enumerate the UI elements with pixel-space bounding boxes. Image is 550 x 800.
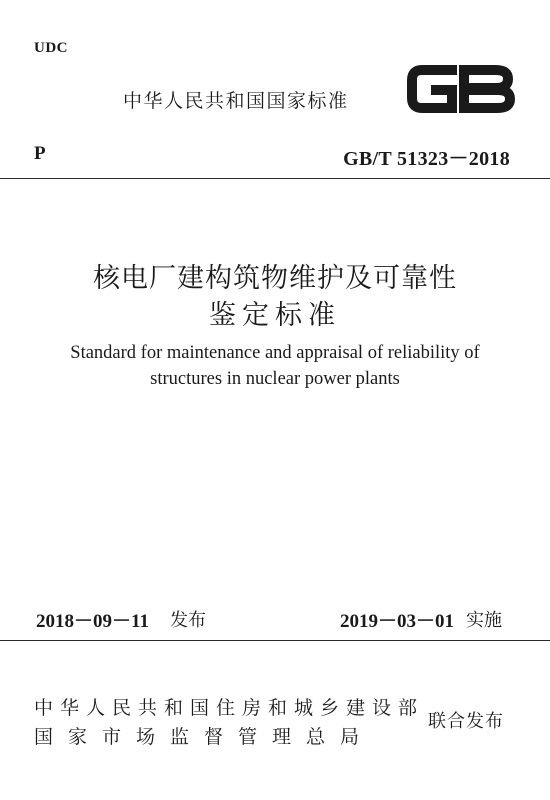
title-cn-line2: 鉴定标准: [209, 300, 341, 331]
udc-label: UDC: [34, 40, 68, 56]
title-en-line2: structures in nuclear power plants: [150, 369, 400, 389]
category-code: P: [34, 143, 46, 164]
standard-code: GB/T 51323－2018: [343, 148, 510, 170]
joint-issue-label: 联合发布: [428, 711, 504, 732]
top-divider: [0, 178, 550, 179]
publish-label: 发布: [170, 610, 206, 631]
gb-logo: [404, 62, 516, 116]
title-en-line1: Standard for maintenance and appraisal of reliability of: [70, 343, 480, 363]
implement-label: 实施: [466, 610, 502, 631]
implement-date: 2019－03－01: [340, 611, 455, 632]
issuer-line2: 国家市场监督管理总局: [34, 726, 375, 748]
title-cn-line1: 核电厂建构筑物维护及可靠性: [93, 263, 457, 294]
issuer-line1: 中华人民共和国住房和城乡建设部: [34, 697, 425, 719]
publish-date: 2018－09－11: [36, 611, 149, 632]
bottom-divider: [0, 640, 550, 641]
national-standard-label: 中华人民共和国国家标准: [123, 90, 349, 112]
